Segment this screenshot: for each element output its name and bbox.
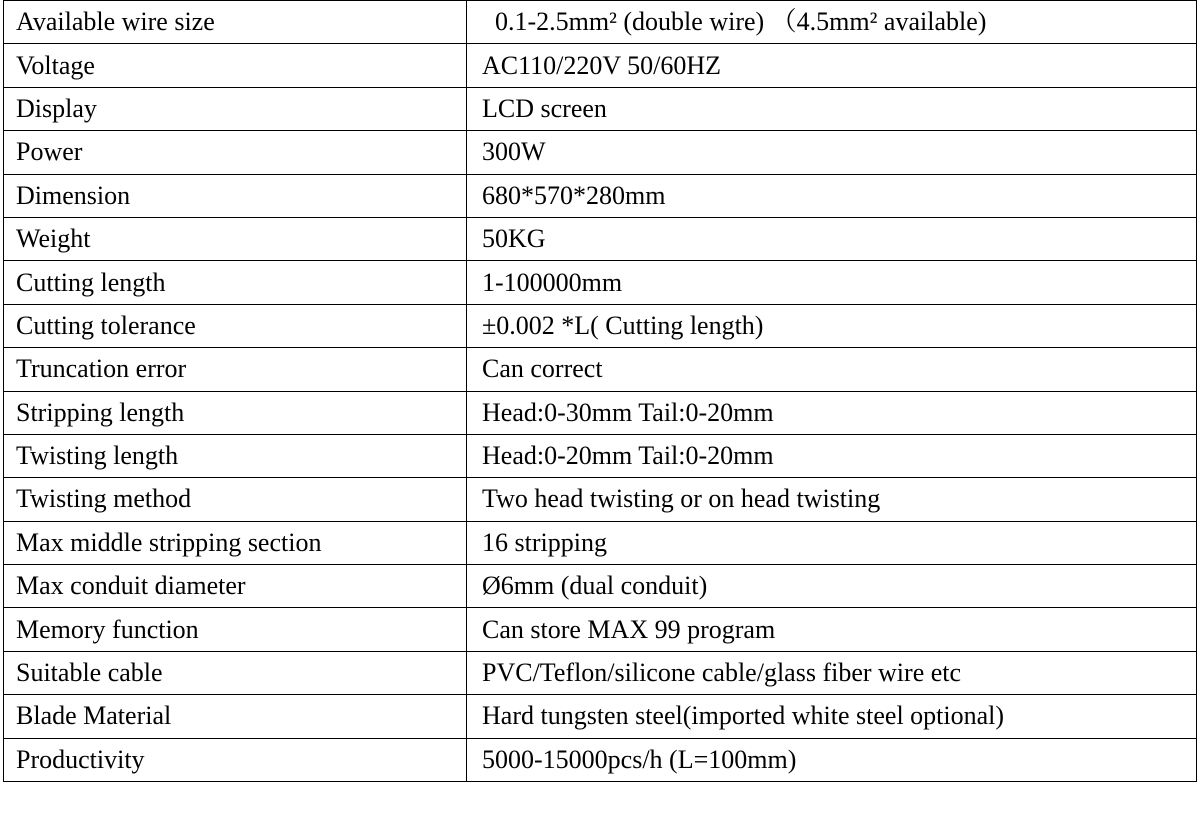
spec-value: AC110/220V 50/60HZ	[467, 44, 1197, 87]
spec-value: 300W	[467, 131, 1197, 174]
spec-label: Memory function	[4, 608, 467, 651]
table-row	[4, 565, 1197, 608]
spec-label: Stripping length	[4, 391, 467, 434]
spec-label: Twisting length	[4, 434, 467, 477]
spec-value: Ø6mm (dual conduit)	[467, 565, 1197, 608]
spec-label: Voltage	[4, 44, 467, 87]
spec-label: Power	[4, 131, 467, 174]
spec-label: Display	[4, 87, 467, 130]
table-row	[4, 261, 1197, 304]
spec-label: Cutting length	[4, 261, 467, 304]
spec-value: Can correct	[467, 348, 1197, 391]
spec-value: PVC/Teflon/silicone cable/glass fiber wire etc	[467, 651, 1197, 694]
spec-label: Twisting method	[4, 478, 467, 521]
spec-value: Can store MAX 99 program	[467, 608, 1197, 651]
spec-value: Hard tungsten steel(imported white steel optional)	[467, 695, 1197, 738]
spec-value: Head:0-30mm Tail:0-20mm	[467, 391, 1197, 434]
spec-label: Max conduit diameter	[4, 565, 467, 608]
table-row	[4, 348, 1197, 391]
table-row	[4, 87, 1197, 130]
table-row	[4, 131, 1197, 174]
spec-value: 5000-15000pcs/h (L=100mm)	[467, 738, 1197, 781]
spec-value: ±0.002 *L( Cutting length)	[467, 304, 1197, 347]
spec-label: Max middle stripping section	[4, 521, 467, 564]
table-row	[4, 391, 1197, 434]
table-row	[4, 521, 1197, 564]
spec-label: Cutting tolerance	[4, 304, 467, 347]
spec-label: Dimension	[4, 174, 467, 217]
spec-value: 0.1-2.5mm² (double wire) （4.5mm² available)	[467, 1, 1197, 44]
spec-value: Head:0-20mm Tail:0-20mm	[467, 434, 1197, 477]
spec-label: Blade Material	[4, 695, 467, 738]
table-row	[4, 738, 1197, 781]
table-row	[4, 651, 1197, 694]
spec-value: 680*570*280mm	[467, 174, 1197, 217]
spec-label: Suitable cable	[4, 651, 467, 694]
spec-table	[3, 0, 1197, 782]
spec-value: 16 stripping	[467, 521, 1197, 564]
spec-value: Two head twisting or on head twisting	[467, 478, 1197, 521]
spec-value: LCD screen	[467, 87, 1197, 130]
table-row	[4, 304, 1197, 347]
spec-label: Productivity	[4, 738, 467, 781]
spec-value: 50KG	[467, 217, 1197, 260]
table-row	[4, 434, 1197, 477]
table-row	[4, 174, 1197, 217]
table-row	[4, 608, 1197, 651]
spec-label: Truncation error	[4, 348, 467, 391]
table-row	[4, 695, 1197, 738]
spec-label: Available wire size	[4, 1, 467, 44]
spec-label: Weight	[4, 217, 467, 260]
table-row	[4, 1, 1197, 44]
table-row	[4, 44, 1197, 87]
spec-value: 1-100000mm	[467, 261, 1197, 304]
table-row	[4, 217, 1197, 260]
table-row	[4, 478, 1197, 521]
